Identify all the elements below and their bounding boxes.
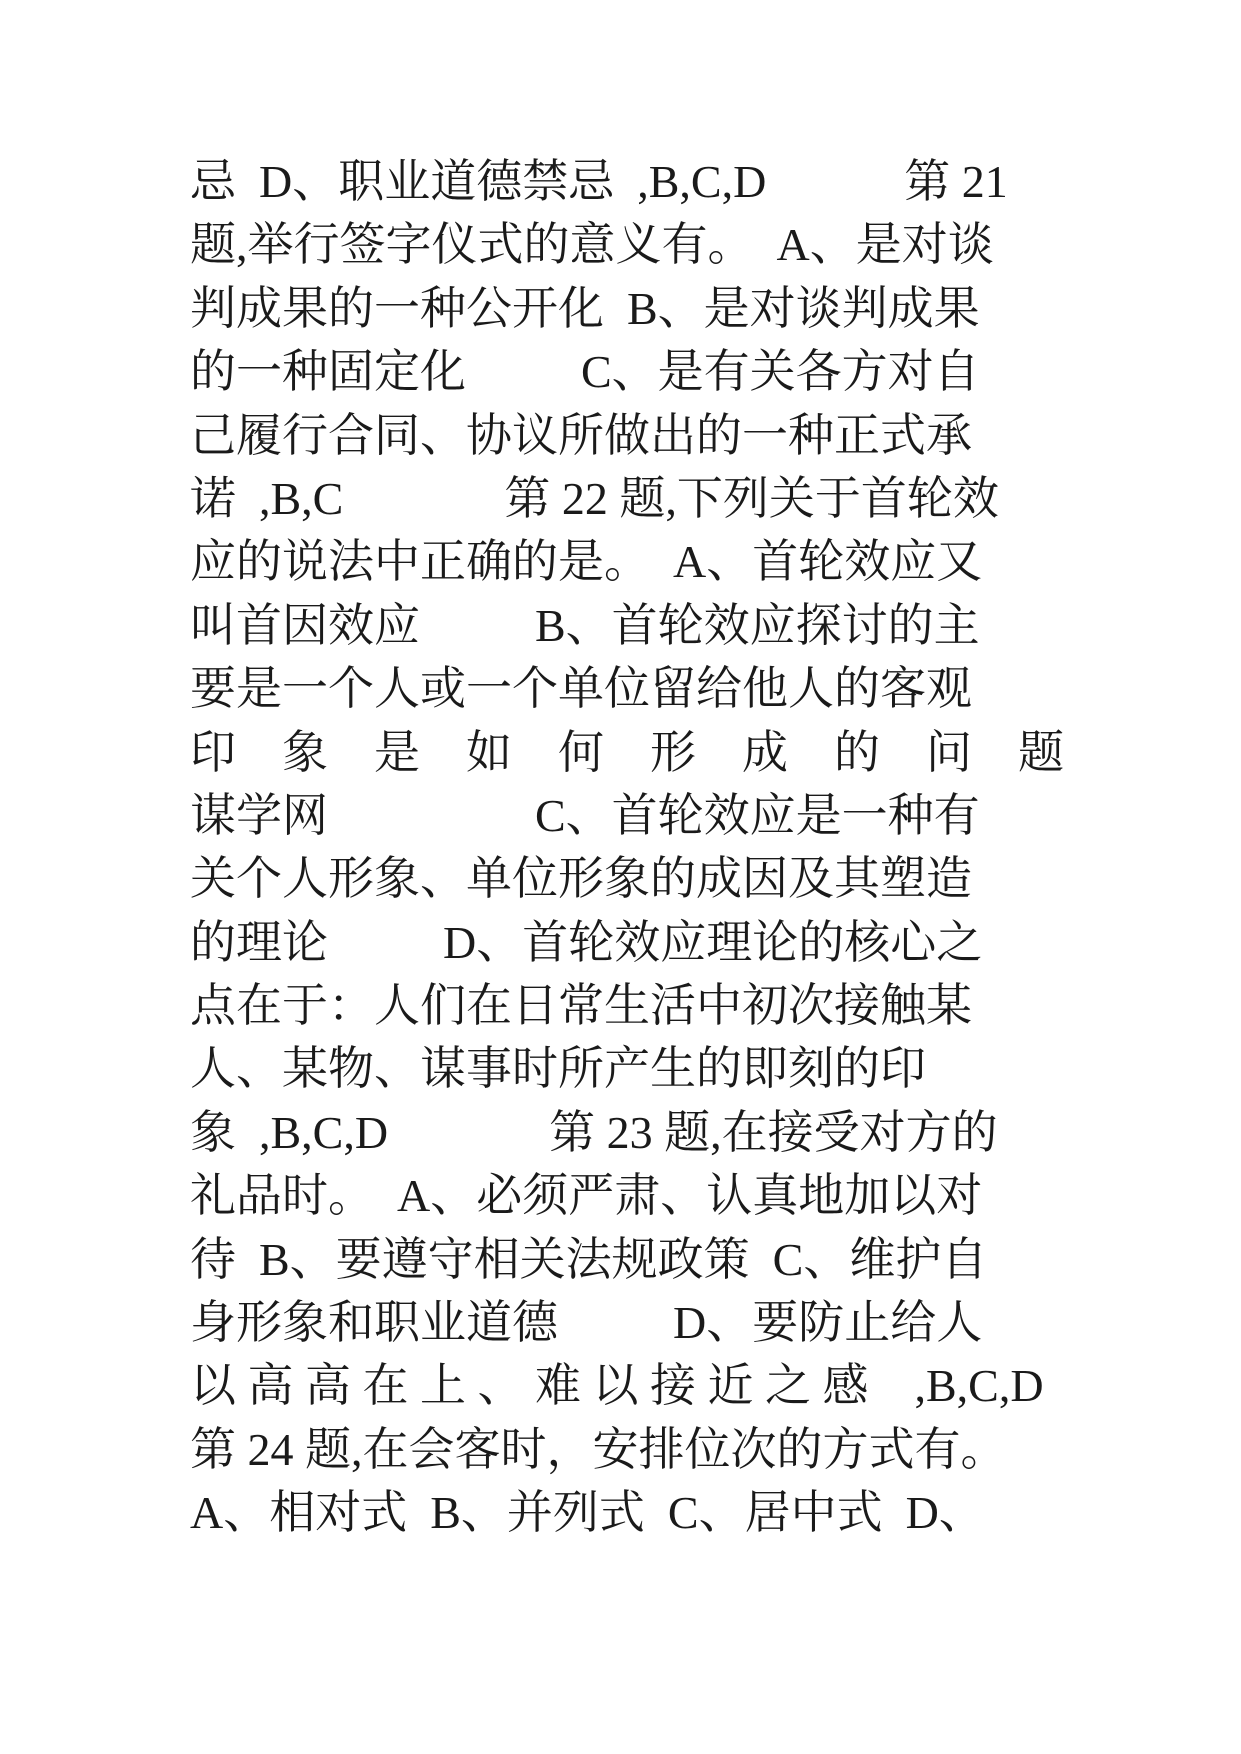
text-line: 叫首因效应 B、首轮效应探讨的主 [190, 599, 980, 651]
text-line: 第 24 题,在会客时，安排位次的方式有。 [190, 1423, 1007, 1475]
text-line: 关个人形象、单位形象的成因及其塑造 [190, 853, 972, 905]
text-line: 的一种固定化 C、是有关各方对自 [190, 346, 980, 398]
document-body [190, 150, 1090, 1545]
text-line: 印 象 是 如 何 形 成 的 问 题 [190, 726, 1064, 778]
text-line: 象 ,B,C,D 第 23 题,在接受对方的 [190, 1106, 998, 1158]
text-line: 以 高 高 在 上 、 难 以 接 近 之 感 ,B,C,D [190, 1360, 1044, 1412]
text-line: 要是一个人或一个单位留给他人的客观 [190, 663, 972, 715]
text-line: 判成果的一种公开化 B、是对谈判成果 [190, 282, 980, 334]
text-line: 题,举行签字仪式的意义有。 A、是对谈 [190, 219, 994, 271]
text-line: 诺 ,B,C 第 22 题,下列关于首轮效 [190, 472, 999, 524]
text-line: 点在于：人们在日常生活中初次接触某 [190, 980, 972, 1032]
text-line: 应的说法中正确的是。 A、首轮效应又 [190, 536, 983, 588]
text-line: 的理论 D、首轮效应理论的核心之 [190, 916, 983, 968]
text-line: 人、某物、谋事时所产生的即刻的印 [190, 1043, 926, 1095]
text-line: 谋学网 C、首轮效应是一种有 [190, 789, 980, 841]
text-line: 待 B、要遵守相关法规政策 C、维护自 [190, 1233, 988, 1285]
text-line: 忌 D、职业道德禁忌 ,B,C,D 第 21 [190, 156, 1008, 207]
text-line: A、相对式 B、并列式 C、居中式 D、 [190, 1487, 985, 1539]
text-line: 己履行合同、协议所做出的一种正式承 [190, 409, 972, 461]
text-line: 身形象和职业道德 D、要防止给人 [190, 1297, 983, 1349]
text-line: 礼品时。 A、必须严肃、认真地加以对 [190, 1170, 983, 1222]
